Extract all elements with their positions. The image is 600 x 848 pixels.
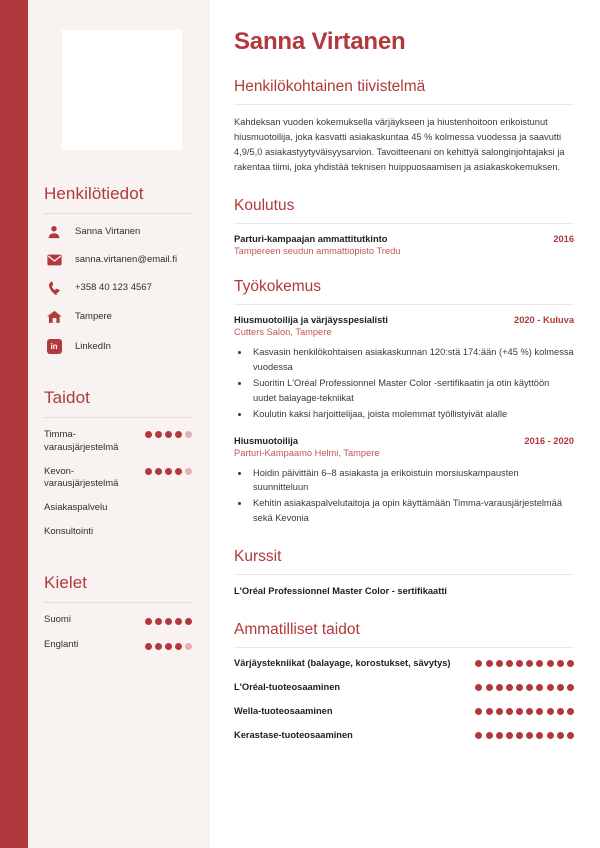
entry-organization: Cutters Salon, Tampere [234,327,332,338]
course-title: L'Oréal Professionnel Master Color - sertifikaatti [234,586,447,597]
sidebar-heading-languages: Kielet [44,572,88,592]
divider [234,223,574,224]
envelope-icon [44,254,64,266]
entry-organization: Tampereen seudun ammattiopisto Tredu [234,246,401,257]
divider [44,417,192,418]
rating-dot [526,660,533,667]
rating-dots [145,429,192,438]
skill-row [44,526,192,539]
divider [234,647,574,648]
rating-dot [547,708,554,715]
rating-dot [155,431,162,438]
sidebar-heading-skills: Taidot [44,388,90,407]
rating-dot [165,643,172,650]
pro-skills-list [234,658,574,740]
contact-list [44,225,192,354]
rating-dot [475,732,482,739]
entry-bullets [234,466,574,527]
profile-photo-placeholder [62,30,182,150]
experience-list [234,315,574,526]
rating-dot [567,660,574,667]
entry-title: Parturi-kampaajan ammattitutkinto [234,234,388,245]
rating-dot [547,660,554,667]
rating-dot [185,643,192,650]
language-row [44,639,192,652]
rating-dot [547,684,554,691]
rating-dot [536,708,543,715]
skill-row [44,502,192,515]
section-heading-pro-skills: Ammatilliset taidot [234,621,360,638]
rating-dot [486,684,493,691]
entry-organization: Parturi-Kampaamo Helmi, Tampere [234,447,380,458]
rating-dot [506,732,513,739]
person-icon [44,225,64,239]
pro-skill-row [234,730,574,740]
divider [44,602,192,603]
experience-entry [234,315,574,421]
entry-date: 2020 - Kuluva [514,315,574,326]
rating-dot [557,708,564,715]
skill-name: Kevon-varausjärjestelmä [44,465,119,490]
divider [234,304,574,305]
rating-dot [496,684,503,691]
entry-title: Hiusmuotoilija [234,435,299,446]
rating-dot [486,732,493,739]
rating-dot [496,708,503,715]
contact-text: Sanna Virtanen [75,226,141,238]
pro-skill-row [234,658,574,668]
rating-dot [536,732,543,739]
phone-icon [44,281,64,295]
rating-dot [526,684,533,691]
pro-skill-name: Kerastase-tuoteosaaminen [234,730,353,740]
contact-row[interactable] [44,254,192,266]
rating-dot [516,732,523,739]
rating-dot [145,643,152,650]
education-list [234,234,574,256]
rating-dot [557,684,564,691]
divider [234,574,574,575]
rating-dot [496,660,503,667]
rating-dot [496,732,503,739]
rating-dots [475,708,574,715]
education-entry [234,234,574,256]
section-heading-courses: Kurssit [234,548,282,566]
rating-dots [145,466,192,475]
rating-dot [506,684,513,691]
rating-dot [547,732,554,739]
rating-dots [475,732,574,739]
rating-dot [506,708,513,715]
bullet-item: • Kehitin asiakaspalvelutaitoja ja opin käyttämään Timma-varausjärjestelmää sekä Kevonia [250,496,574,526]
entry-title: Hiusmuotoilija ja värjäysspesialisti [234,315,388,326]
bullet-item: • Koulutin kaksi harjoittelijaa, joista molemmat työllistyivät alalle [250,407,574,422]
rating-dot [567,684,574,691]
rating-dot [175,643,182,650]
bullet-item: • Hoidin päivittäin 6–8 asiakasta ja erikoistuin morsiuskampausten suunnitteluun [250,466,574,496]
pro-skill-name: Värjäystekniikat (balayage, korostukset, sävytys) [234,658,451,668]
rating-dot [486,660,493,667]
entry-bullets [234,345,574,421]
rating-dot [536,684,543,691]
rating-dot [516,684,523,691]
rating-dot [475,708,482,715]
pro-skill-row [234,682,574,692]
entry-date: 2016 - 2020 [524,435,574,446]
rating-dot [185,431,192,438]
page-title: Sanna Virtanen [234,28,406,55]
entry-header [234,234,574,244]
rating-dots [475,684,574,691]
rating-dots [145,616,192,625]
rating-dot [145,468,152,475]
rating-dot [175,618,182,625]
rating-dots [145,641,192,650]
rating-dot [557,732,564,739]
rating-dot [526,708,533,715]
skill-name: Timma-varausjärjestelmä [44,429,119,453]
linkedin-icon [44,339,64,354]
bullet-item: • Kasvasin henkilökohtaisen asiakaskunnan 120:stä 174:ään (+45 %) kolmessa vuodessa [250,345,574,375]
entry-date: 2016 [553,234,574,245]
contact-row[interactable] [44,281,192,295]
skill-row [44,429,192,455]
rating-dot [175,468,182,475]
language-name: Suomi [44,613,71,625]
main-content [210,0,600,848]
pro-skill-name: Wella-tuoteosaaminen [234,706,333,716]
rating-dot [516,708,523,715]
language-name: Englanti [44,638,79,650]
rating-dot [155,618,162,625]
contact-row[interactable] [44,310,192,324]
divider [234,104,574,105]
courses-list [234,585,574,599]
experience-entry [234,436,574,527]
rating-dot [155,468,162,475]
language-row [44,614,192,627]
rating-dot [145,618,152,625]
entry-header [234,436,574,446]
summary-text: Kahdeksan vuoden kokemuksella värjäykseen ja hiustenhoitoon erikoistunut hiusmuotoilija, joka kasvatti asiakaskuntaa 45 % kolmessa vuodessa ja saavutti 4,9/5,0 asiakastyytyväisyysarvion. Tavoitteenani on kehittyä salonginjohtajaksi ja rakentaa tiimi, joka yhdistää teknisen huippuosaamisen ja asiakaskokemuksen. [234,117,565,173]
rating-dot [165,618,172,625]
section-heading-summary: Henkilökohtainen tiivistelmä [234,78,426,95]
rating-dot [175,431,182,438]
rating-dot [506,660,513,667]
rating-dot [185,618,192,625]
contact-row[interactable] [44,225,192,239]
bullet-item: • Suoritin L'Oréal Professionnel Master Color -sertifikaatin ja otin käyttöön uudet balayage-tekniikat [250,376,574,406]
skills-list [44,429,192,539]
skill-name: Asiakaspalvelu [44,502,108,514]
skill-name: Konsultointi [44,526,94,538]
rating-dot [536,660,543,667]
entry-header [234,315,574,325]
rating-dot [526,732,533,739]
section-heading-education: Koulutus [234,197,295,215]
rating-dot [145,431,152,438]
rating-dots [475,660,574,667]
rating-dot [567,708,574,715]
rating-dot [557,660,564,667]
pro-skill-name: L'Oréal-tuoteosaaminen [234,682,341,692]
rating-dot [516,660,523,667]
contact-row[interactable] [44,339,192,354]
rating-dot [165,468,172,475]
divider [44,213,192,214]
left-accent-bar [0,0,28,848]
rating-dot [475,684,482,691]
rating-dot [475,660,482,667]
contact-text: sanna.virtanen@email.fi [75,254,178,266]
section-heading-experience: Työkokemus [234,278,322,296]
home-icon [44,310,64,324]
contact-text: +358 40 123 4567 [75,282,152,294]
languages-list [44,614,192,652]
rating-dot [185,468,192,475]
rating-dot [567,732,574,739]
rating-dot [486,708,493,715]
rating-dot [165,431,172,438]
sidebar-heading-personal: Henkilötiedot [44,184,144,203]
sidebar [28,0,210,848]
rating-dot [155,643,162,650]
contact-text: LinkedIn [75,340,111,352]
course-entry [234,585,574,599]
linkedin-badge: in [47,339,62,354]
pro-skill-row [234,706,574,716]
contact-text: Tampere [75,311,112,323]
skill-row [44,466,192,492]
